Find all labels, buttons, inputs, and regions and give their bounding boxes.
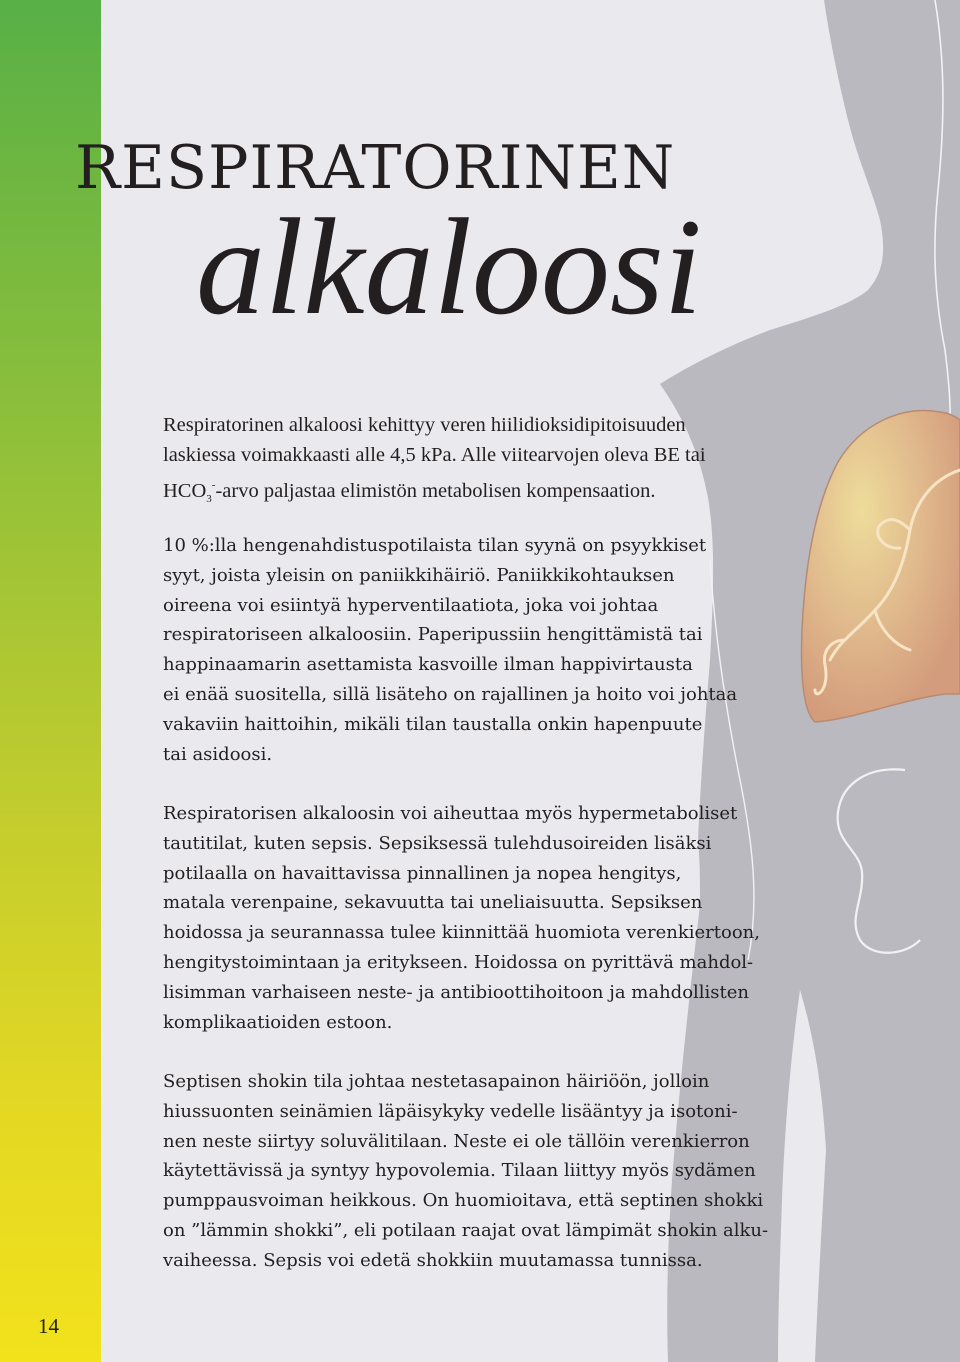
text-line: ei enää suositella, sillä lisäteho on rajallinen ja hoito voi johtaa bbox=[163, 683, 738, 705]
text-line: matala verenpaine, sekavuutta tai uneliaisuutta. Sepsiksen bbox=[163, 892, 703, 914]
text-line: vaiheessa. Sepsis voi edetä shokkiin muutamassa tunnissa. bbox=[163, 1249, 703, 1271]
text-line: käytettävissä ja syntyy hypovolemia. Tilaan liittyy myös sydämen bbox=[163, 1160, 756, 1182]
paragraph-3 bbox=[163, 799, 823, 1037]
text-line: Septisen shokin tila johtaa nestetasapainon häiriöön, jolloin bbox=[163, 1071, 710, 1092]
text-line: potilaalla on havaittavissa pinnallinen ja nopea hengitys, bbox=[163, 862, 682, 884]
paragraph-2 bbox=[163, 531, 823, 769]
text-line: on ”lämmin shokki”, eli potilaan raajat ovat lämpimät shokin alku- bbox=[163, 1219, 769, 1241]
text-line: vakaviin haittoihin, mikäli tilan taustalla onkin hapenpuute bbox=[163, 713, 703, 735]
text-line-formula bbox=[163, 471, 823, 515]
formula-base: HCO bbox=[163, 479, 207, 502]
text-line: Respiratorisen alkaloosin voi aiheuttaa myös hypermetaboliset bbox=[163, 803, 738, 824]
formula-superscript: - bbox=[211, 478, 216, 491]
text-line: hoidossa ja seurannassa tulee kiinnittää huomiota verenkiertoon, bbox=[163, 922, 760, 944]
formula-subscript: 3 bbox=[206, 492, 212, 505]
text-line: 10 %:lla hengenahdistuspotilaista tilan syynä on psyykkiset bbox=[163, 535, 707, 556]
page-number: 14 bbox=[38, 1314, 59, 1338]
title-subheading: alkaloosi bbox=[196, 190, 702, 343]
paragraph-4 bbox=[163, 1067, 823, 1276]
title-heading: RESPIRATORINEN bbox=[75, 133, 676, 203]
text-line: Respiratorinen alkaloosi kehittyy veren hiilidioksidipitoisuuden bbox=[163, 414, 686, 436]
text-line: komplikaatioiden estoon. bbox=[163, 1011, 393, 1033]
text-line: lisimman varhaiseen neste- ja antibioottihoitoon ja mahdollisten bbox=[163, 981, 750, 1003]
text-line: happinaamarin asettamista kasvoille ilman happivirtausta bbox=[163, 654, 693, 676]
text-line: oireena voi esiintyä hyperventilaatiota, joka voi johtaa bbox=[163, 594, 659, 616]
text-line: tai asidoosi. bbox=[163, 743, 273, 765]
formula-rest: -arvo paljastaa elimistön metabolisen kompensaation. bbox=[215, 479, 656, 502]
text-line: hengitystoimintaan ja eritykseen. Hoidossa on pyrittävä mahdol- bbox=[163, 951, 754, 973]
text-line: tautitilat, kuten sepsis. Sepsiksessä tulehdusoireiden lisäksi bbox=[163, 832, 712, 854]
text-line: nen neste siirtyy soluvälitilaan. Neste ei ole tällöin verenkierron bbox=[163, 1130, 750, 1152]
text-line: syyt, joista yleisin on paniikkihäiriö. Paniikkikohtauksen bbox=[163, 564, 675, 586]
paragraph-1 bbox=[163, 411, 823, 514]
text-line: hiussuonten seinämien läpäisykyky vedelle lisääntyy ja isotoni- bbox=[163, 1100, 738, 1122]
text-line: laskiessa voimakkaasti alle 4,5 kPa. Alle viitearvojen oleva BE tai bbox=[163, 443, 706, 466]
text-line: pumppausvoiman heikkous. On huomioitava, että septinen shokki bbox=[163, 1190, 764, 1212]
text-line: respiratoriseen alkaloosiin. Paperipussiin hengittämistä tai bbox=[163, 624, 703, 646]
